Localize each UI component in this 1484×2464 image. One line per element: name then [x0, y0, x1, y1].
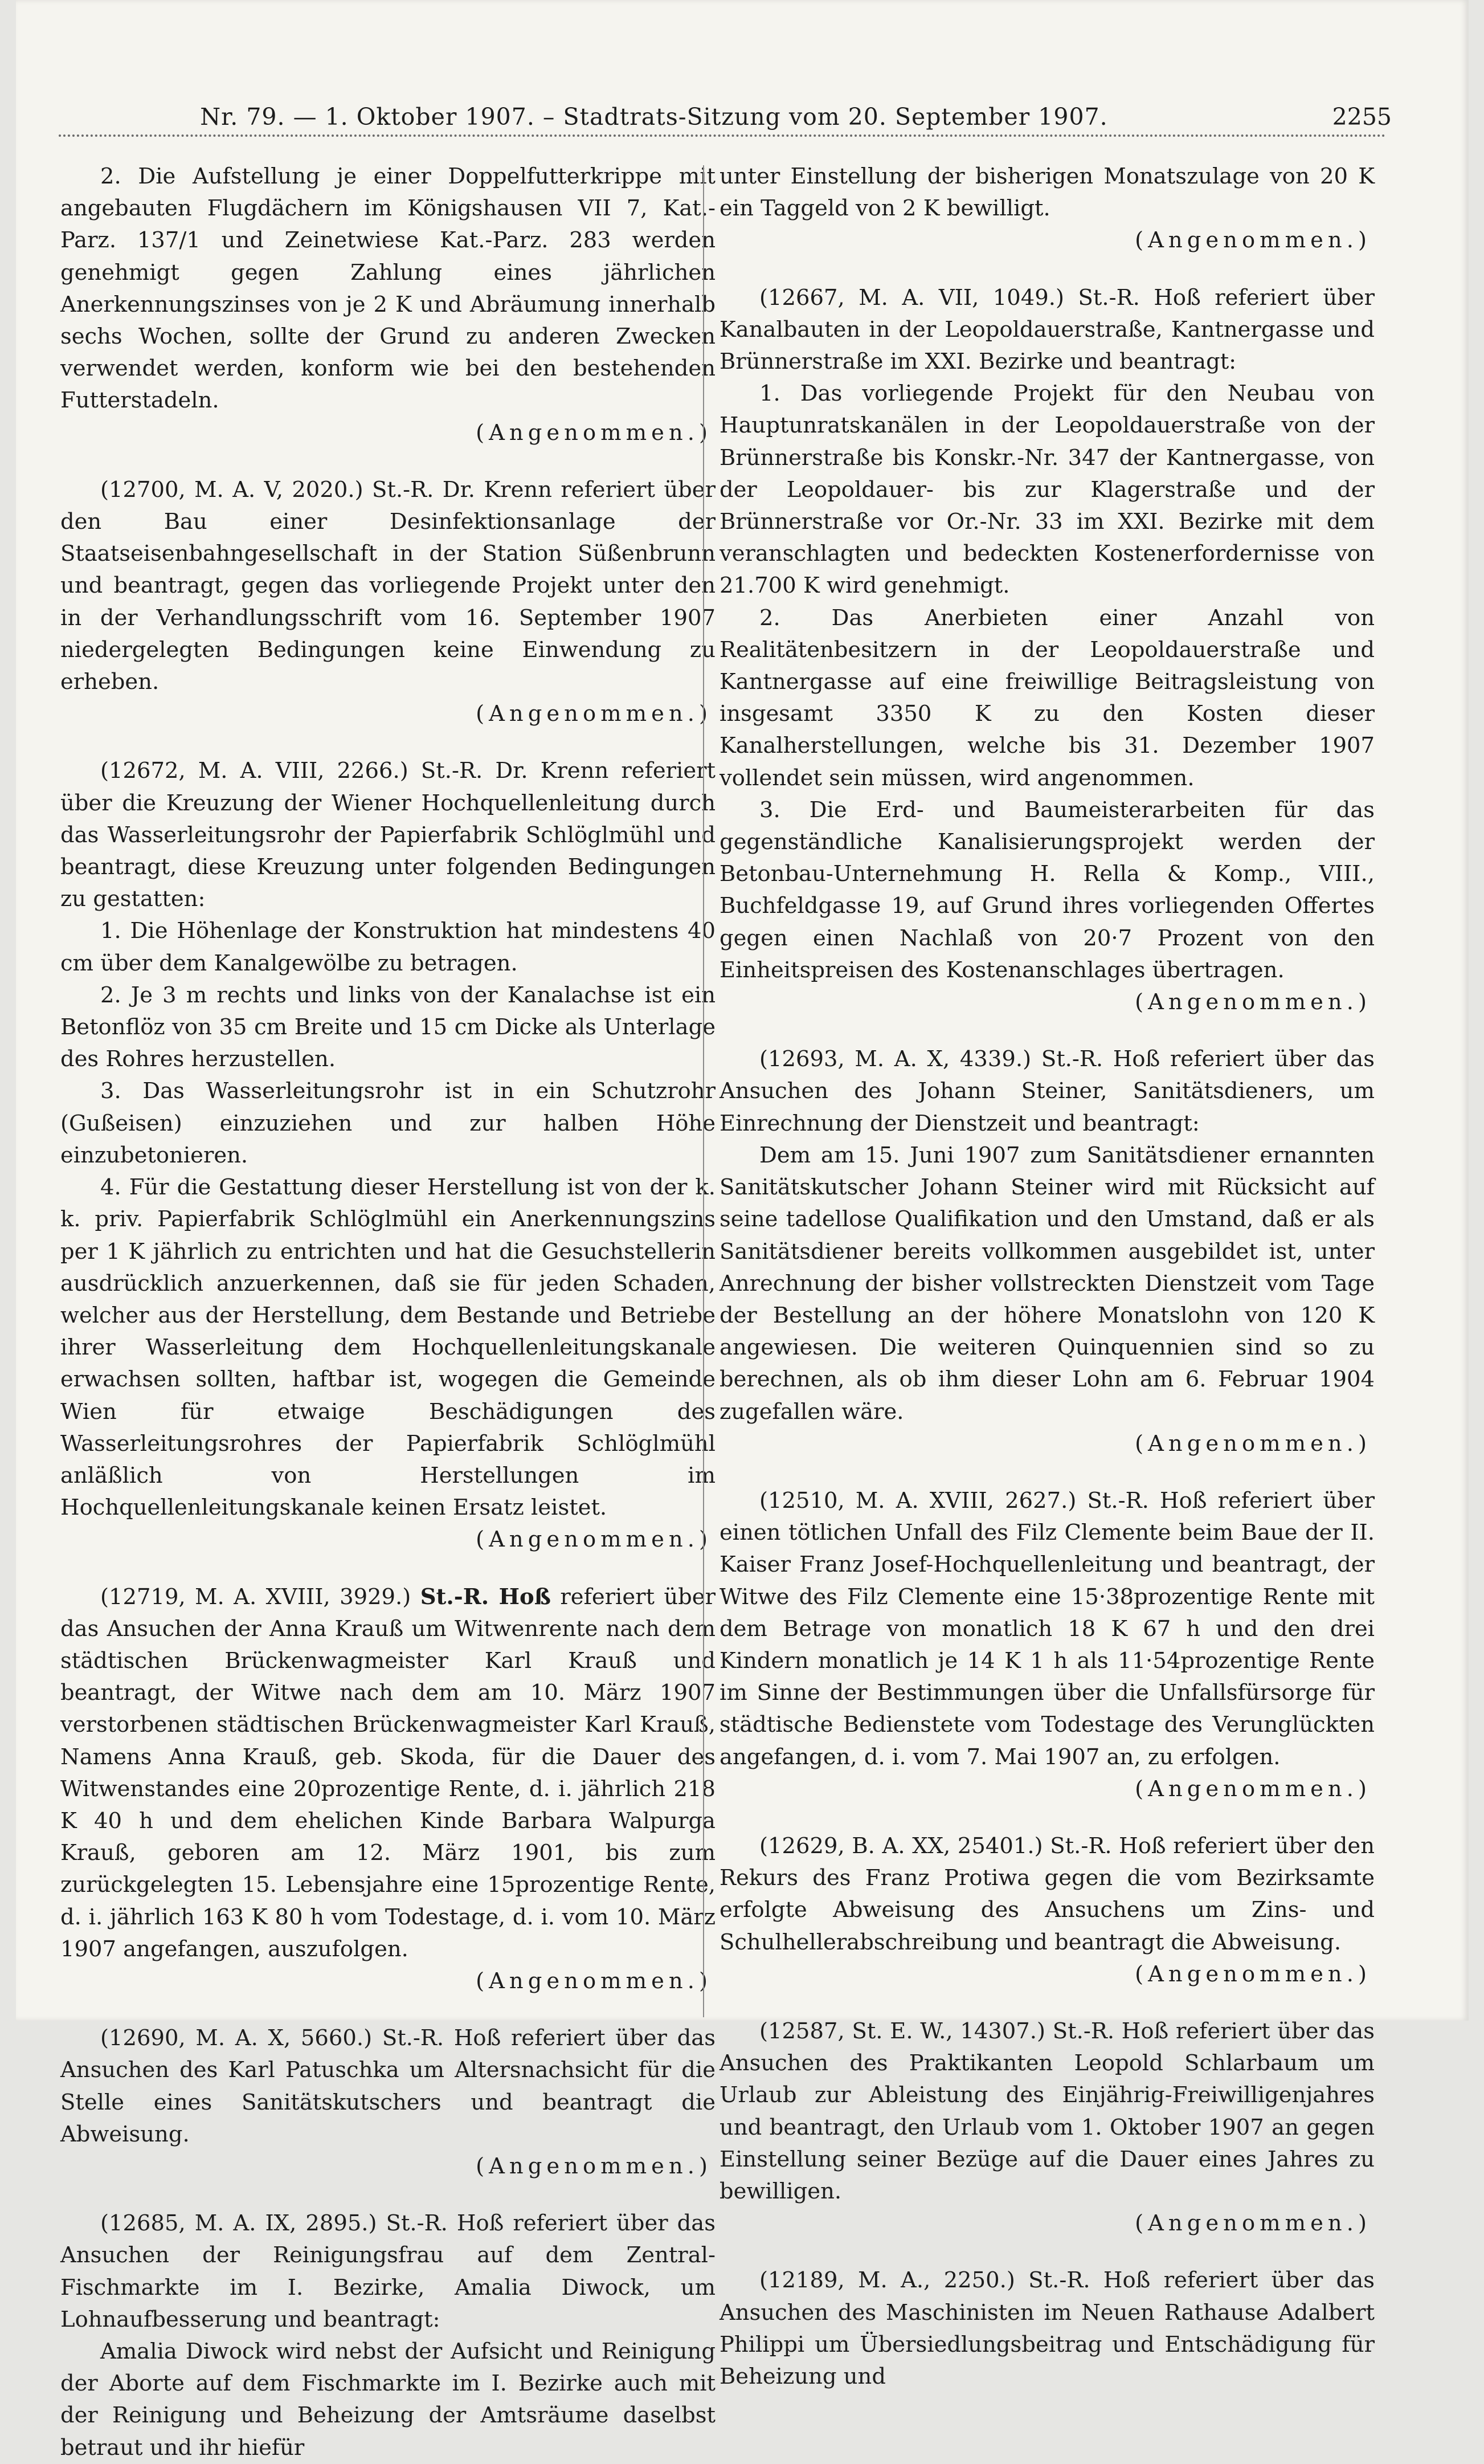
entry-12719 [60, 1581, 716, 1965]
entry-12667-item-1: 1. Das vorliegende Projekt für den Neubau von Hauptunratskanälen in der Leopoldauerstraße von der Brünnerstraße bis Konskr.-Nr. 347 der Kantnergasse, von der Leopoldauer- bis zur Klagerstraße und der Brünnerstraße vor Or.-Nr. 33 im XXI. Bezirke mit dem veranschlagten und bedeckten Kostenerfordernisse von 21.700 K wird genehmigt. [719, 381, 1375, 599]
entry-12685-decision: Amalia Diwock wird nebst der Aufsicht und Reinigung der Aborte auf dem Fischmarkte im I. Bezirke auch mit der Reinigung und Beheizung der Amtsräume daselbst betraut und ihr hiefür [60, 2339, 716, 2461]
column-divider [703, 165, 704, 2017]
entry-12693-decision: Dem am 15. Juni 1907 zum Sanitätsdiener ernannten Sanitätskutscher Johann Steiner wird mit Rücksicht auf seine tadellose Qualifikation und den Umstand, daß er als Sanitätsdiener bereits vollkommen ausgebildet ist, unter Anrechnung der bisher vollstreckten Dienstzeit vom Tage der Bestellung an der höhere Monatslohn von 120 K angewiesen. Die weiteren Quinquennien sind so zu berechnen, als ob ihm dieser Lohn am 6. Februar 1904 zugefallen wäre. [719, 1142, 1375, 1425]
entry-12667: (12667, M. A. VII, 1049.) St.-R. Hoß referiert über Kanalbauten in der Leopoldauerstraße, Kantnergasse und Brünnerstraße im XXI. Bezirke und beantragt: [719, 284, 1375, 375]
entry-12672-condition-3: 3. Das Wasserleitungsrohr ist in ein Schutzrohr (Gußeisen) einzuziehen und zur halben Höhe einzubetonieren. [60, 1078, 716, 1168]
page-header [16, 94, 1469, 140]
entry-12667-item-3: 3. Die Erd- und Baumeisterarbeiten für das gegenständliche Kanalisierungsprojekt werden der Betonbau-Unternehmung H. Rella & Komp., VIII., Buchfeldgasse 19, auf Grund ihres vorliegenden Offertes gegen einen Nachlaß von 20·7 Prozent von den Einheitspreisen des Kostenanschlages übertragen. [719, 797, 1375, 983]
header-rule [59, 134, 1386, 137]
entry-12672-condition-1: 1. Die Höhenlage der Konstruktion hat mindestens 40 cm über dem Kanalgewölbe zu betragen. [60, 918, 716, 976]
status-accepted: (Angenommen.) [476, 419, 712, 446]
entry-12719-reference: (12719, M. A. XVIII, 3929.) [100, 1584, 411, 1610]
status-accepted: (Angenommen.) [476, 701, 712, 727]
entry-12587: (12587, St. E. W., 14307.) St.-R. Hoß referiert über das Ansuchen des Praktikanten Leopold Schlarbaum um Urlaub zur Ableistung des Einjährig-Freiwilligenjahres und beantragt, den Urlaub vom 1. Oktober 1907 an gegen Einstellung seiner Bezüge auf die Dauer eines Jahres zu bewilligen. [719, 2018, 1375, 2204]
status-accepted: (Angenommen.) [476, 1527, 712, 1553]
status-accepted: (Angenommen.) [1135, 2210, 1371, 2237]
entry-12690: (12690, M. A. X, 5660.) St.-R. Hoß referiert über das Ansuchen des Karl Patuschka um Altersnachsicht für die Stelle eines Sanitätskutschers und beantragt die Abweisung. [60, 2025, 716, 2147]
right-column [719, 161, 1375, 2389]
entry-12510: (12510, M. A. XVIII, 2627.) St.-R. Hoß referiert über einen tötlichen Unfall des Filz Clemente beim Baue der II. Kaiser Franz Josef-Hochquellenleitung und beantragt, der Witwe des Filz Clemente eine 15·38prozentige Rente mit dem Betrage von monatlich 18 K 67 h und den drei Kindern monatlich je 14 K 1 h als 11·54prozentige Rente im Sinne der Bestimmungen über die Unfallsfürsorge für städtische Bedienstete vom Todestage des Verunglückten angefangen, d. i. vom 7. Mai 1907 an, zu erfolgen. [719, 1487, 1375, 1770]
item-2-text: 2. Die Aufstellung je einer Doppelfutterkrippe mit angebauten Flugdächern im Königshausen VII 7, Kat.-Parz. 137/1 und Zeinetwiese Kat.-Parz. 283 werden genehmigt gegen Zahlung eines jährlichen Anerkennungszinses von je 2 K und Abräumung innerhalb sechs Wochen, sollte der Grund zu anderen Zwecken verwendet werden, konform wie bei den bestehenden Futterstadeln. [60, 164, 716, 414]
entry-12719-body: referiert über das Ansuchen der Anna Krauß um Witwenrente nach dem städtischen Brückenwagmeister Karl Krauß und beantragt, der Witwe nach dem am 10. März 1907 verstorbenen städtischen Brückenwagmeister Karl Krauß, Namens Anna Krauß, geb. Skoda, für die Dauer des Witwenstandes eine 20prozentige Rente, d. i. jährlich 218 K 40 h und dem ehelichen Kinde Barbara Walpurga Krauß, geboren am 12. März 1901, bis zum zurückgelegten 15. Lebensjahre eine 15prozentige Rente, d. i. jährlich 163 K 80 h vom Todestage, d. i. vom 10. März 1907 angefangen, auszufolgen. [60, 1584, 716, 1962]
entry-12672-condition-4: 4. Für die Gestattung dieser Herstellung ist von der k. k. priv. Papierfabrik Schlöglmühl ein Anerkennungszins per 1 K jährlich zu entrichten und hat die Gesuchstellerin ausdrücklich anzuerkennen, daß sie für jeden Schaden, welcher aus der Herstellung, dem Bestande und Betriebe ihrer Wasserleitung dem Hochquellenleitungskanale erwachsen sollten, haftbar ist, wogegen die Gemeinde Wien für etwaige Beschädigungen des Wasserleitungsrohres der Papierfabrik Schlöglmühl anläßlich von Herstellungen im Hochquellenleitungskanale keinen Ersatz leistet. [60, 1174, 716, 1521]
entry-12667-item-2: 2. Das Anerbieten einer Anzahl von Realitätenbesitzern in der Leopoldauerstraße und Kantnergasse auf eine freiwillige Beitragsleistung von insgesamt 3350 K zu den Kosten dieser Kanalherstellungen, welche bis 31. Dezember 1907 vollendet sein müssen, wird angenommen. [719, 605, 1375, 791]
entry-12672: (12672, M. A. VIII, 2266.) St.-R. Dr. Krenn referiert über die Kreuzung der Wiener Hochquellenleitung durch das Wasserleitungsrohr der Papierfabrik Schlöglmühl und beantragt, diese Kreuzung unter folgenden Bedingungen zu gestatten: [60, 758, 716, 912]
entry-12693: (12693, M. A. X, 4339.) St.-R. Hoß referiert über das Ansuchen des Johann Steiner, Sanitätsdieners, um Einrechnung der Dienstzeit und beantragt: [719, 1046, 1375, 1136]
entry-12700: (12700, M. A. V, 2020.) St.-R. Dr. Krenn referiert über den Bau einer Desinfektionsanlage der Staatseisenbahngesellschaft in der Station Süßenbrunn und beantragt, gegen das vorliegende Projekt unter den in der Verhandlungsschrift vom 16. September 1907 niedergelegten Bedingungen keine Einwendung zu erheben. [60, 476, 716, 695]
left-column [60, 161, 716, 2461]
status-accepted: (Angenommen.) [1135, 1430, 1371, 1457]
status-accepted: (Angenommen.) [1135, 1961, 1371, 1987]
status-accepted: (Angenommen.) [1135, 989, 1371, 1015]
status-accepted: (Angenommen.) [1135, 1776, 1371, 1802]
entry-12629: (12629, B. A. XX, 25401.) St.-R. Hoß referiert über den Rekurs des Franz Protiwa gegen die vom Bezirksamte erfolgte Abweisung des Ansuchens um Zins- und Schulhellerabschreibung und beantragt die Abweisung. [719, 1833, 1375, 1955]
issue-line: Nr. 79. — 1. Oktober 1907. – Stadtrats-Sitzung vom 20. September 1907. [200, 103, 1108, 130]
entry-12189: (12189, M. A., 2250.) St.-R. Hoß referiert über das Ansuchen des Maschinisten im Neuen Rathause Adalbert Philippi um Übersiedlungsbeitrag und Entschädigung für Beheizung und [719, 2267, 1375, 2389]
status-accepted: (Angenommen.) [476, 1968, 712, 1994]
page-number: 2255 [1332, 103, 1392, 130]
status-accepted: (Angenommen.) [1135, 227, 1371, 254]
entry-12685: (12685, M. A. IX, 2895.) St.-R. Hoß referiert über das Ansuchen der Reinigungsfrau auf dem Zentral-Fischmarkte im I. Bezirke, Amalia Diwock, um Lohnaufbesserung und beantragt: [60, 2210, 716, 2332]
status-accepted: (Angenommen.) [476, 2153, 712, 2179]
entry-12672-condition-2: 2. Je 3 m rechts und links von der Kanalachse ist ein Betonflöz von 35 cm Breite und 15 cm Dicke als Unterlage des Rohres herzustellen. [60, 982, 716, 1072]
newspaper-page [16, 0, 1469, 2461]
entry-12685-continuation: unter Einstellung der bisherigen Monatszulage von 20 K ein Taggeld von 2 K bewilligt. [719, 164, 1375, 222]
entry-12719-speaker: St.-R. Hoß [420, 1584, 551, 1610]
